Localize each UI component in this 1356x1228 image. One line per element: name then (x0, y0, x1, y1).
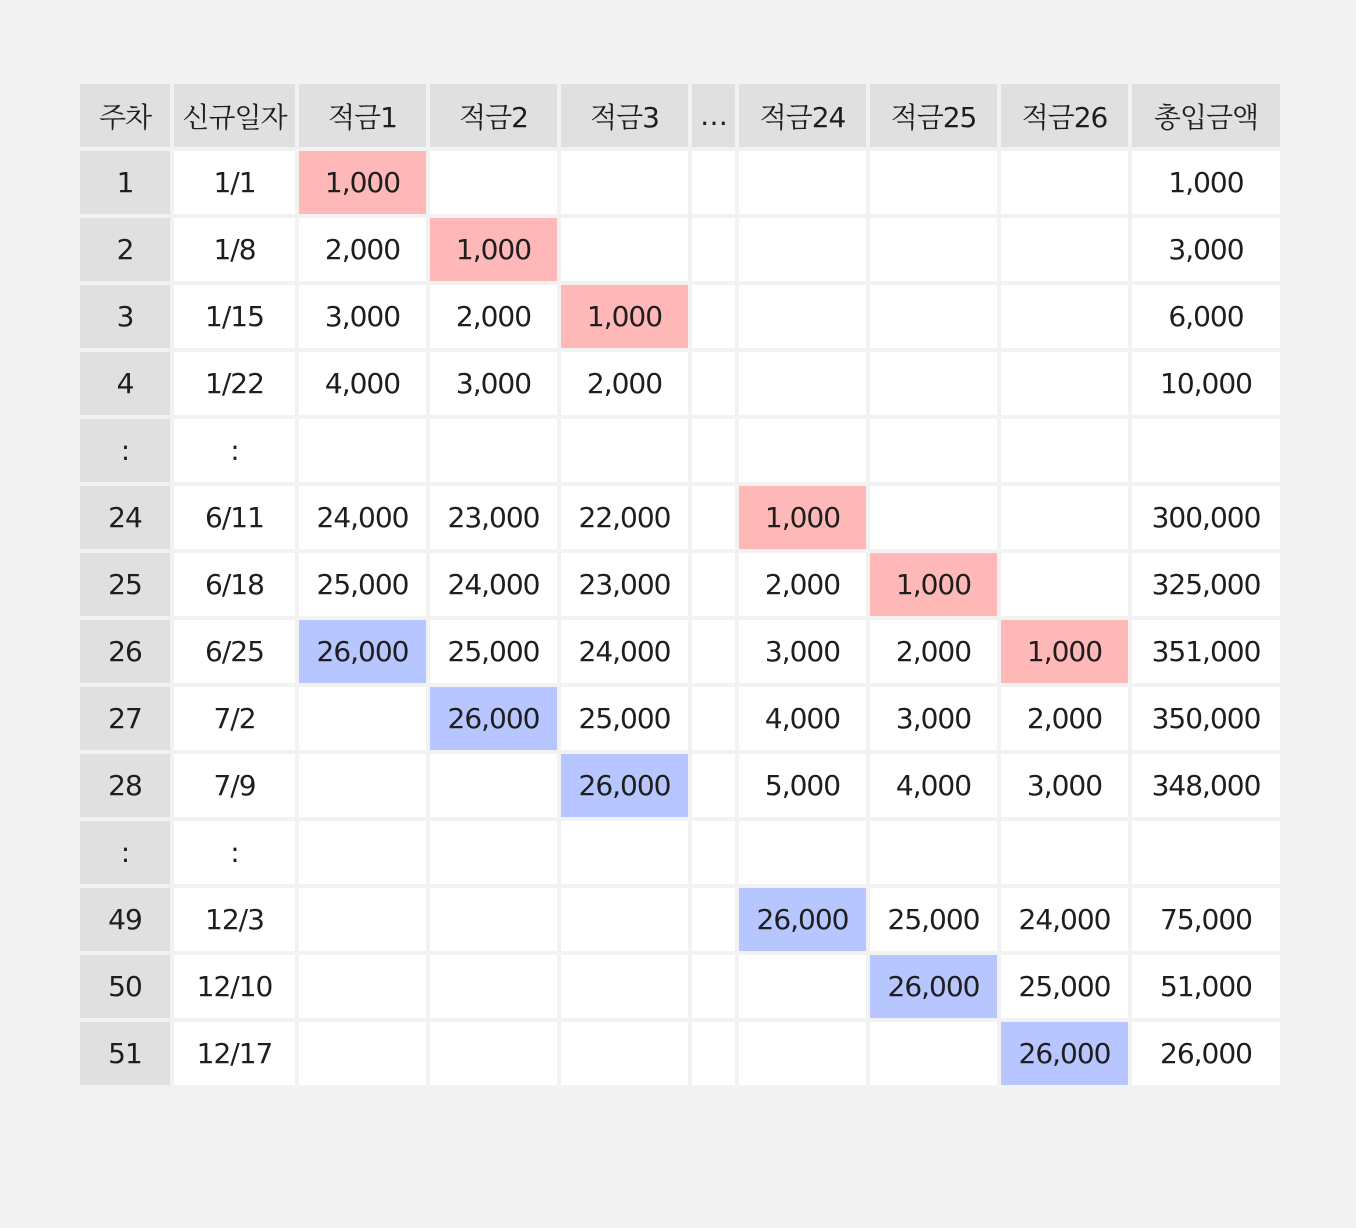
cell-savings-3: 24,000 (559, 618, 690, 685)
cell-savings-24 (737, 216, 868, 283)
cell-savings-1 (297, 685, 428, 752)
cell-total-deposit: 75,000 (1130, 886, 1282, 953)
cell-savings-26 (999, 819, 1130, 886)
cell-savings-3 (559, 417, 690, 484)
cell-week: 27 (78, 685, 172, 752)
cell-savings-24: 2,000 (737, 551, 868, 618)
cell-savings-24 (737, 417, 868, 484)
table-row (78, 752, 1282, 819)
header-ellipsis: … (690, 82, 737, 149)
cell-savings-25: 3,000 (868, 685, 999, 752)
cell-savings-2 (428, 149, 559, 216)
cell-savings-3 (559, 216, 690, 283)
cell-week: 49 (78, 886, 172, 953)
cell-week: 26 (78, 618, 172, 685)
cell-savings-26 (999, 417, 1130, 484)
header-savings-2: 적금2 (428, 82, 559, 149)
cell-ellipsis (690, 283, 737, 350)
cell-total-deposit: 300,000 (1130, 484, 1282, 551)
table-body (78, 149, 1282, 1087)
cell-savings-26 (999, 149, 1130, 216)
table-row (78, 618, 1282, 685)
cell-savings-2: 23,000 (428, 484, 559, 551)
table-row (78, 350, 1282, 417)
cell-savings-2 (428, 953, 559, 1020)
cell-savings-25 (868, 819, 999, 886)
cell-week: : (78, 417, 172, 484)
cell-week: 4 (78, 350, 172, 417)
cell-total-deposit: 6,000 (1130, 283, 1282, 350)
cell-savings-25: 26,000 (868, 953, 999, 1020)
cell-savings-1: 26,000 (297, 618, 428, 685)
header-row (78, 82, 1282, 149)
cell-savings-2: 24,000 (428, 551, 559, 618)
cell-savings-3: 1,000 (559, 283, 690, 350)
cell-savings-3 (559, 819, 690, 886)
cell-savings-26: 24,000 (999, 886, 1130, 953)
cell-savings-1 (297, 886, 428, 953)
cell-savings-1 (297, 417, 428, 484)
cell-savings-24: 26,000 (737, 886, 868, 953)
cell-savings-25 (868, 216, 999, 283)
savings-schedule-container (76, 80, 1284, 1089)
cell-savings-25: 25,000 (868, 886, 999, 953)
cell-ellipsis (690, 216, 737, 283)
cell-savings-26: 26,000 (999, 1020, 1130, 1087)
cell-savings-24: 1,000 (737, 484, 868, 551)
cell-savings-24 (737, 350, 868, 417)
cell-ellipsis (690, 752, 737, 819)
cell-savings-2: 3,000 (428, 350, 559, 417)
cell-total-deposit: 26,000 (1130, 1020, 1282, 1087)
cell-new-date: : (172, 417, 297, 484)
cell-savings-2: 2,000 (428, 283, 559, 350)
cell-new-date: : (172, 819, 297, 886)
cell-savings-2: 26,000 (428, 685, 559, 752)
savings-schedule-table (76, 80, 1284, 1089)
cell-savings-26 (999, 484, 1130, 551)
cell-ellipsis (690, 484, 737, 551)
cell-savings-26 (999, 283, 1130, 350)
cell-ellipsis (690, 551, 737, 618)
table-row (78, 216, 1282, 283)
cell-new-date: 12/17 (172, 1020, 297, 1087)
header-savings-3: 적금3 (559, 82, 690, 149)
cell-savings-24: 4,000 (737, 685, 868, 752)
cell-savings-25: 4,000 (868, 752, 999, 819)
cell-total-deposit: 348,000 (1130, 752, 1282, 819)
cell-savings-1 (297, 819, 428, 886)
cell-savings-25 (868, 1020, 999, 1087)
cell-ellipsis (690, 819, 737, 886)
cell-savings-25 (868, 283, 999, 350)
header-new-date: 신규일자 (172, 82, 297, 149)
cell-savings-24: 5,000 (737, 752, 868, 819)
table-row (78, 819, 1282, 886)
cell-ellipsis (690, 953, 737, 1020)
cell-savings-26 (999, 350, 1130, 417)
table-row (78, 1020, 1282, 1087)
cell-savings-3 (559, 886, 690, 953)
cell-ellipsis (690, 149, 737, 216)
cell-total-deposit: 350,000 (1130, 685, 1282, 752)
cell-new-date: 6/18 (172, 551, 297, 618)
cell-week: 2 (78, 216, 172, 283)
cell-savings-3: 25,000 (559, 685, 690, 752)
cell-week: : (78, 819, 172, 886)
cell-week: 24 (78, 484, 172, 551)
cell-savings-3 (559, 1020, 690, 1087)
cell-savings-3: 26,000 (559, 752, 690, 819)
cell-savings-1: 4,000 (297, 350, 428, 417)
cell-new-date: 1/22 (172, 350, 297, 417)
cell-savings-26: 2,000 (999, 685, 1130, 752)
cell-savings-1: 2,000 (297, 216, 428, 283)
cell-savings-26 (999, 216, 1130, 283)
cell-total-deposit: 10,000 (1130, 350, 1282, 417)
cell-savings-3 (559, 953, 690, 1020)
cell-total-deposit (1130, 819, 1282, 886)
cell-savings-24 (737, 149, 868, 216)
cell-total-deposit: 325,000 (1130, 551, 1282, 618)
table-row (78, 149, 1282, 216)
cell-savings-3 (559, 149, 690, 216)
cell-savings-1 (297, 953, 428, 1020)
cell-savings-3: 23,000 (559, 551, 690, 618)
cell-savings-1: 3,000 (297, 283, 428, 350)
table-row (78, 283, 1282, 350)
header-savings-24: 적금24 (737, 82, 868, 149)
cell-savings-24 (737, 953, 868, 1020)
cell-new-date: 6/11 (172, 484, 297, 551)
cell-total-deposit: 1,000 (1130, 149, 1282, 216)
cell-savings-25 (868, 149, 999, 216)
table-row (78, 417, 1282, 484)
cell-savings-1: 25,000 (297, 551, 428, 618)
cell-ellipsis (690, 417, 737, 484)
cell-new-date: 1/15 (172, 283, 297, 350)
cell-week: 3 (78, 283, 172, 350)
cell-savings-2: 1,000 (428, 216, 559, 283)
header-total-deposit: 총입금액 (1130, 82, 1282, 149)
cell-savings-2 (428, 417, 559, 484)
cell-savings-24 (737, 283, 868, 350)
cell-savings-3: 22,000 (559, 484, 690, 551)
cell-savings-1 (297, 752, 428, 819)
header-savings-25: 적금25 (868, 82, 999, 149)
table-row (78, 685, 1282, 752)
cell-savings-3: 2,000 (559, 350, 690, 417)
cell-savings-26 (999, 551, 1130, 618)
cell-ellipsis (690, 350, 737, 417)
table-row (78, 484, 1282, 551)
cell-total-deposit: 351,000 (1130, 618, 1282, 685)
cell-new-date: 1/8 (172, 216, 297, 283)
cell-new-date: 1/1 (172, 149, 297, 216)
header-savings-26: 적금26 (999, 82, 1130, 149)
cell-week: 50 (78, 953, 172, 1020)
cell-savings-1: 1,000 (297, 149, 428, 216)
cell-savings-2 (428, 1020, 559, 1087)
cell-savings-2 (428, 752, 559, 819)
cell-week: 51 (78, 1020, 172, 1087)
cell-new-date: 12/10 (172, 953, 297, 1020)
cell-ellipsis (690, 886, 737, 953)
cell-total-deposit: 3,000 (1130, 216, 1282, 283)
cell-savings-24 (737, 1020, 868, 1087)
cell-week: 28 (78, 752, 172, 819)
table-row (78, 551, 1282, 618)
table-row (78, 953, 1282, 1020)
cell-savings-25 (868, 417, 999, 484)
cell-week: 1 (78, 149, 172, 216)
table-row (78, 886, 1282, 953)
header-week: 주차 (78, 82, 172, 149)
cell-savings-26: 3,000 (999, 752, 1130, 819)
cell-savings-25 (868, 350, 999, 417)
cell-savings-2: 25,000 (428, 618, 559, 685)
cell-total-deposit: 51,000 (1130, 953, 1282, 1020)
cell-new-date: 7/2 (172, 685, 297, 752)
cell-savings-1: 24,000 (297, 484, 428, 551)
cell-savings-25: 2,000 (868, 618, 999, 685)
cell-savings-2 (428, 886, 559, 953)
cell-savings-25: 1,000 (868, 551, 999, 618)
cell-savings-25 (868, 484, 999, 551)
cell-week: 25 (78, 551, 172, 618)
cell-savings-26: 1,000 (999, 618, 1130, 685)
cell-ellipsis (690, 1020, 737, 1087)
cell-savings-24: 3,000 (737, 618, 868, 685)
cell-new-date: 7/9 (172, 752, 297, 819)
cell-new-date: 6/25 (172, 618, 297, 685)
cell-savings-2 (428, 819, 559, 886)
cell-total-deposit (1130, 417, 1282, 484)
cell-ellipsis (690, 685, 737, 752)
cell-ellipsis (690, 618, 737, 685)
header-savings-1: 적금1 (297, 82, 428, 149)
cell-new-date: 12/3 (172, 886, 297, 953)
cell-savings-1 (297, 1020, 428, 1087)
cell-savings-24 (737, 819, 868, 886)
cell-savings-26: 25,000 (999, 953, 1130, 1020)
